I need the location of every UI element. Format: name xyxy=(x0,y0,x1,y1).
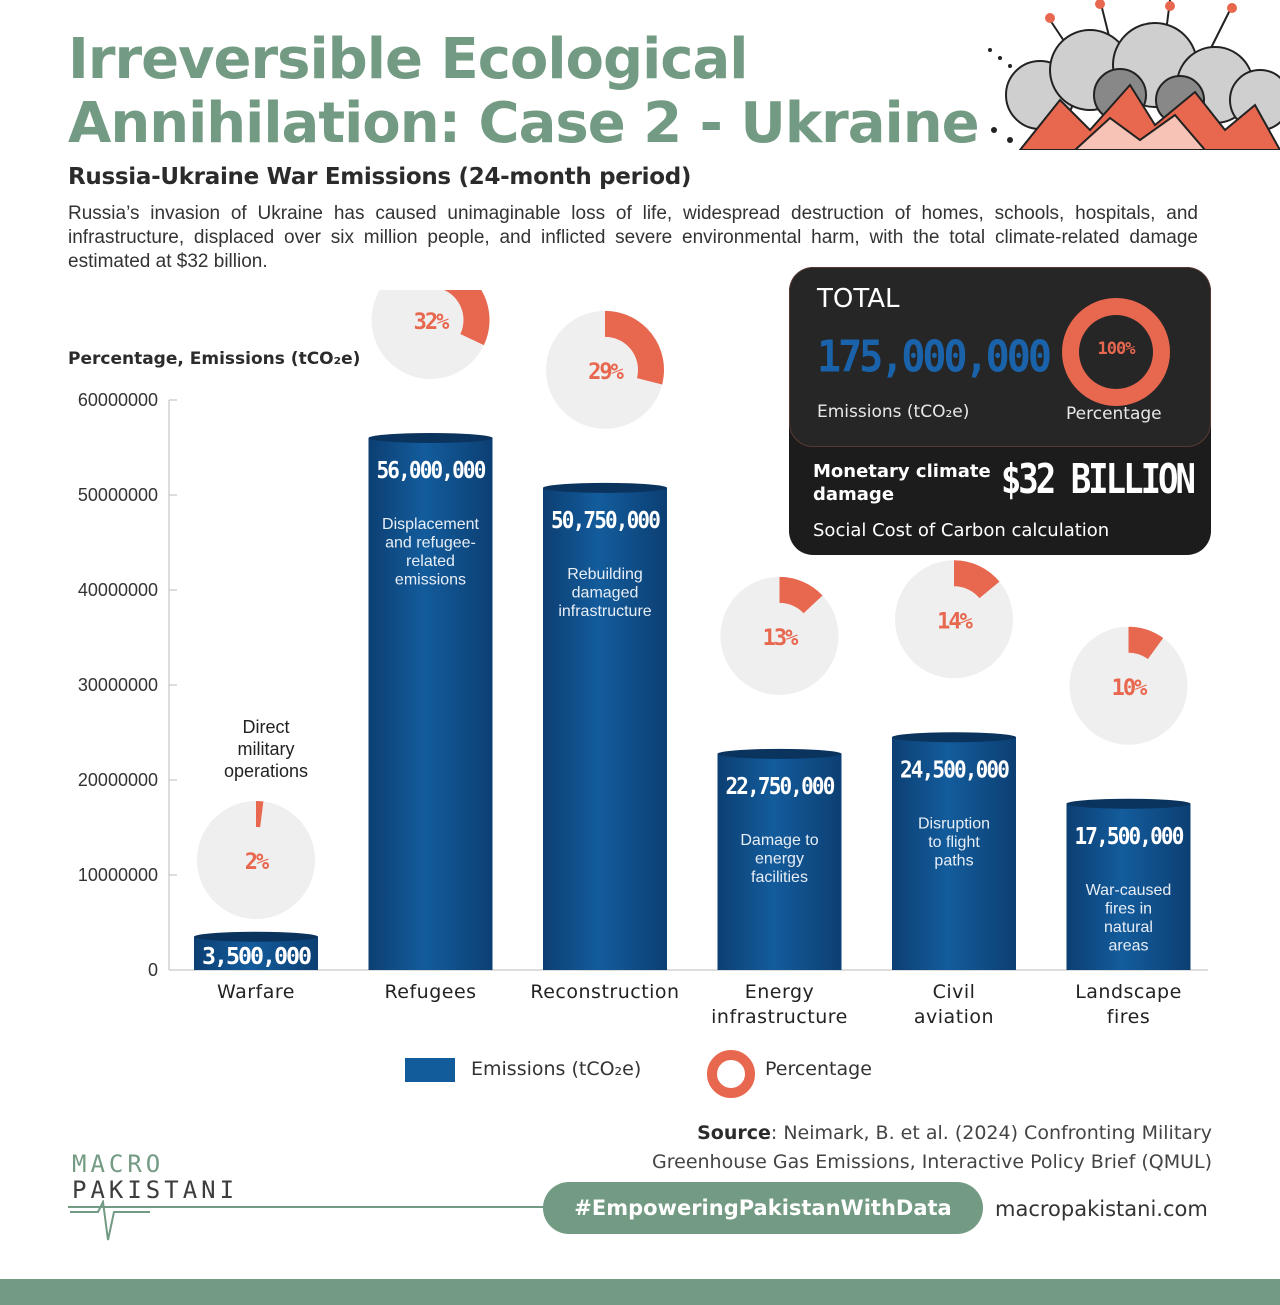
bar-description: facilities xyxy=(751,868,808,886)
bar-value-label: 22,750,000 xyxy=(725,773,835,800)
bar-value-label: 50,750,000 xyxy=(551,507,661,534)
bar-description: infrastructure xyxy=(558,602,652,620)
macropakistani-logo xyxy=(70,1150,270,1240)
bar-description: natural xyxy=(1104,918,1153,936)
explosion-illustration xyxy=(980,0,1280,150)
bar-description: Rebuilding xyxy=(567,565,643,583)
page-title: Irreversible Ecological Annihilation: Case 2 - Ukraine xyxy=(68,27,979,156)
y-tick-label: 40000000 xyxy=(77,580,158,600)
bar-description: areas xyxy=(1108,937,1149,955)
monetary-damage-value: $32 BILLION xyxy=(1000,456,1193,504)
bar-description: damaged xyxy=(571,584,639,602)
emissions-bar-top xyxy=(194,932,318,942)
bar-value-label: 17,500,000 xyxy=(1074,823,1184,850)
bar-description: Disruption xyxy=(917,815,991,833)
emissions-bar-top xyxy=(543,483,667,493)
percentage-label: 32% xyxy=(413,310,448,335)
bar-description: related xyxy=(406,553,455,570)
bar-description: military xyxy=(237,739,295,759)
total-summary-card xyxy=(789,267,1211,555)
bar-value-label: 56,000,000 xyxy=(376,458,486,484)
logo-line-1: MACRO xyxy=(72,1150,165,1178)
percentage-label: 29% xyxy=(588,359,622,385)
bar-description: Damage to xyxy=(740,831,819,849)
total-summary-top xyxy=(789,267,1211,447)
y-axis-title: Percentage, Emissions (tCO₂e) xyxy=(68,349,361,369)
chart-subtitle: Russia-Ukraine War Emissions (24-month period) xyxy=(68,164,692,190)
x-category-label: Warfare xyxy=(217,981,295,1003)
total-emissions-label: Emissions (tCO₂e) xyxy=(817,402,970,422)
footer-bar xyxy=(0,1279,1280,1305)
y-tick-label: 50000000 xyxy=(77,485,158,505)
source-label: Source xyxy=(697,1122,771,1144)
x-category-label: aviation xyxy=(913,1006,995,1028)
legend-percentage-label: Percentage xyxy=(765,1058,872,1080)
footer-divider xyxy=(68,1206,548,1208)
intro-paragraph: Russia’s invasion of Ukraine has caused unimaginable loss of life, widespread destruction of homes, schools, hospitals, and infrastructure, displaced over six million people, and inflicted severe environmental harm, with the total climate-related damage estimated at $32 billion. xyxy=(68,203,1198,272)
emissions-bar xyxy=(543,488,667,970)
bar-description: operations xyxy=(223,761,309,781)
x-category-label: Energy xyxy=(744,981,815,1003)
monetary-damage-note: Social Cost of Carbon calculation xyxy=(813,520,1110,541)
bar-description: fires in xyxy=(1104,900,1153,918)
y-tick-label: 60000000 xyxy=(77,390,158,410)
bar-description: emissions xyxy=(394,571,467,589)
hashtag-badge: #EmpoweringPakistanWithData xyxy=(543,1182,983,1234)
total-percentage-ring xyxy=(1062,298,1170,406)
percentage-label: 13% xyxy=(762,625,797,651)
emissions-bar-top xyxy=(1067,799,1191,809)
total-percentage-label: Percentage xyxy=(1066,404,1162,424)
bar-value-label: 3,500,000 xyxy=(202,943,312,970)
legend-emissions-label: Emissions (tCO₂e) xyxy=(471,1058,642,1080)
bar-description: energy xyxy=(755,850,804,868)
x-category-label: infrastructure xyxy=(711,1006,848,1028)
emissions-bar-top xyxy=(892,732,1016,742)
total-percentage-value: 100% xyxy=(1097,339,1135,359)
total-emissions-value: 175,000,000 xyxy=(817,331,1049,383)
emissions-bar-top xyxy=(369,433,493,443)
bar-description: Direct xyxy=(242,717,290,737)
logo-line-2: PAKISTANI xyxy=(72,1176,239,1204)
x-category-label: Reconstruction xyxy=(530,981,680,1003)
percentage-label: 10% xyxy=(1111,675,1146,701)
monetary-damage-label: Monetary climate damage xyxy=(813,461,991,505)
legend-emissions-swatch xyxy=(405,1058,455,1082)
x-category-label: Civil xyxy=(932,981,976,1003)
x-category-label: Refugees xyxy=(384,981,477,1003)
percentage-label: 14% xyxy=(937,609,971,635)
y-tick-label: 0 xyxy=(147,960,158,980)
bar-description: and refugee- xyxy=(385,534,476,552)
chart-legend xyxy=(405,1050,925,1094)
percentage-label: 2% xyxy=(244,850,268,875)
total-label: TOTAL xyxy=(817,284,900,314)
y-tick-label: 30000000 xyxy=(77,675,158,695)
y-tick-label: 10000000 xyxy=(77,865,158,885)
website-link[interactable]: macropakistani.com xyxy=(995,1197,1208,1221)
emissions-bar-top xyxy=(718,749,842,759)
bar-value-label: 24,500,000 xyxy=(900,757,1010,784)
bar-description: paths xyxy=(934,852,974,870)
source-text: : Neimark, B. et al. (2024) Confronting Military Greenhouse Gas Emissions, Interactive Policy Brief (QMUL) xyxy=(652,1122,1212,1173)
bar-description: to flight xyxy=(928,833,980,851)
bar-description: War-caused xyxy=(1085,881,1172,899)
x-category-label: fires xyxy=(1106,1006,1151,1028)
y-tick-label: 20000000 xyxy=(77,770,158,790)
legend-percentage-ring xyxy=(707,1050,755,1098)
x-category-label: Landscape xyxy=(1075,981,1182,1003)
bar-description: Displacement xyxy=(382,516,479,533)
source-citation xyxy=(592,1119,1212,1177)
